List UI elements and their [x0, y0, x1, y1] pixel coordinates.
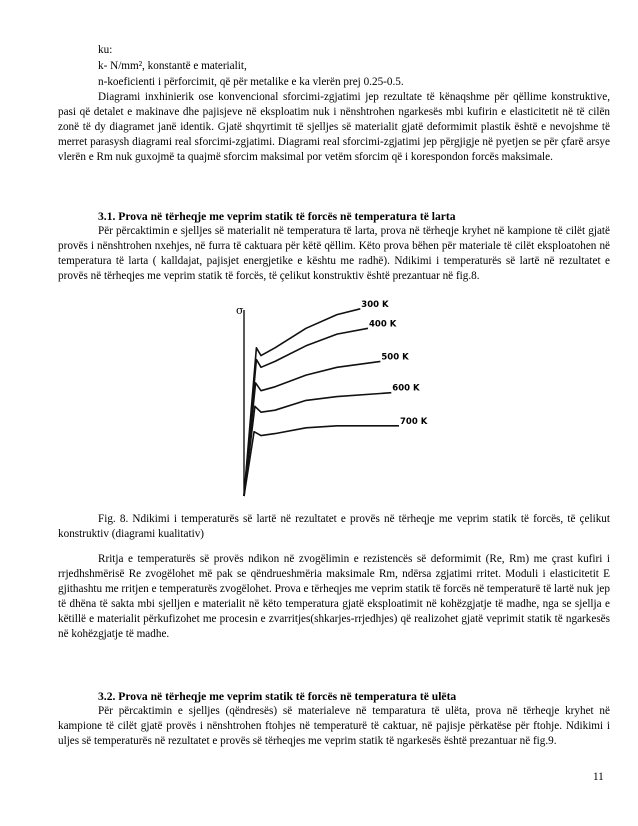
series-label-1: 400 K [369, 319, 397, 330]
series-label-3: 600 K [392, 383, 420, 394]
page-number: 11 [593, 771, 604, 783]
series-line-4 [244, 426, 399, 496]
heading-3-2: 3.2. Prova në tërheqje me veprim statik të forcës në temperatura të ulëta [98, 690, 457, 703]
figure-8-chart [222, 300, 467, 505]
series-line-3 [244, 393, 391, 496]
paragraph-1: Diagrami inxhinierik ose konvencional sforcimi-zgjatimi jep rezultate të kënaqshme për qëllime konstruktive, pasi që detalet e makinave dhe pajisjeve në eksploatim nuk i nënshtrohen ngarkesës mbi kufirin e elasticitetit në të cilën zonë të dy diagramet janë identik. Gjatë shqyrtimit të sjelljes së materialit gjatë deformimit plastik është e nevojshme të merret parasysh diagrami real sforcimi-zgjatimi. Diagrami real sforcimi-zgjatimi jep përgjigje në pyetjen se për çfarë arsye vlerën e Rm nuk guxojmë ta quajmë sforcim maksimal por vetëm sforcim që i korespondon forcës maksimale. [58, 91, 610, 163]
line-ku: ku: [98, 44, 113, 56]
stress-strain-chart [222, 300, 467, 505]
paragraph-4: Për përcaktimin e sjelljes (qëndresës) së materialeve në temparatura të ulëta, prova në tërheqje kryhet në kampione të cilët gjatë provës i nënshtrohen ftohjes në temperaturë të caktuar, në pajisje përkatëse për ftohje. Ndikimi i uljes së temperaturës në rezultatet e provës së tërheqjes me veprim statik të ngarkesës është prezantuar në fig.9. [58, 705, 610, 747]
paragraph-3: Rritja e temperaturës së provës ndikon në zvogëlimin e rezistencës së deformimit (Re, Rm) me çrast kufiri i rrjedhshmërisë Re zvogëlohet më pak se qëndrueshmëria maksimale Rm, ndërsa zgjatimi rritet. Moduli i elasticitetit E gjithashtu me rritjen e temperaturës zvogëlohet. Prova e tërheqjes me veprim statik të forcës në temperaturë të lartë nuk jep të dhëna të sakta mbi sjelljen e materialit në këto temperatura gjatë eksploatimit në kohëzgjatje të madhe, nga se sjellja e këtillë e materialit përkufizohet me procesin e zvarritjes(shkarjes-rrjedhjes) që realizohet gjatë veprimit statik të ngarkesës në kohëzgjatje të madhe. [58, 553, 610, 640]
series-label-0: 300 K [361, 300, 389, 310]
heading-3-1: 3.1. Prova në tërheqje me veprim statik të forcës në temperatura të larta [98, 210, 456, 223]
series-line-2 [244, 361, 380, 496]
line-k: k- N/mm², konstantë e materialit, [98, 60, 247, 72]
figure-caption: Fig. 8. Ndikimi i temperaturës së lartë në rezultatet e provës në tërheqje me veprim statik të forcës, të çelikut konstruktiv (diagrami kualitativ) [58, 513, 610, 540]
paragraph-2: Për përcaktimin e sjelljes së materialit në temperatura të larta, prova në tërheqje kryhet në kampione të cilët gjatë provës i nënshtrohen nxehjes, në furra të caktuara për këtë qëllim. Këto prova bëhen për materiale të cilët eksploatohen në temperatura të larta ( kalldajat, pajisjet energjetike e kështu me radhë). Ndikimi i temperaturës së lartë në rezultatet e provës në tërheqjes me veprim statik të forcës, të çelikut konstruktiv është prezantuar në fig.8. [58, 225, 610, 282]
y-axis-label: σ [236, 304, 244, 317]
series-label-4: 700 K [400, 416, 428, 427]
series-label-2: 500 K [381, 352, 409, 363]
line-n: n-koeficienti i përforcimit, që për metalike e ka vlerën prej 0.25-0.5. [98, 76, 404, 88]
